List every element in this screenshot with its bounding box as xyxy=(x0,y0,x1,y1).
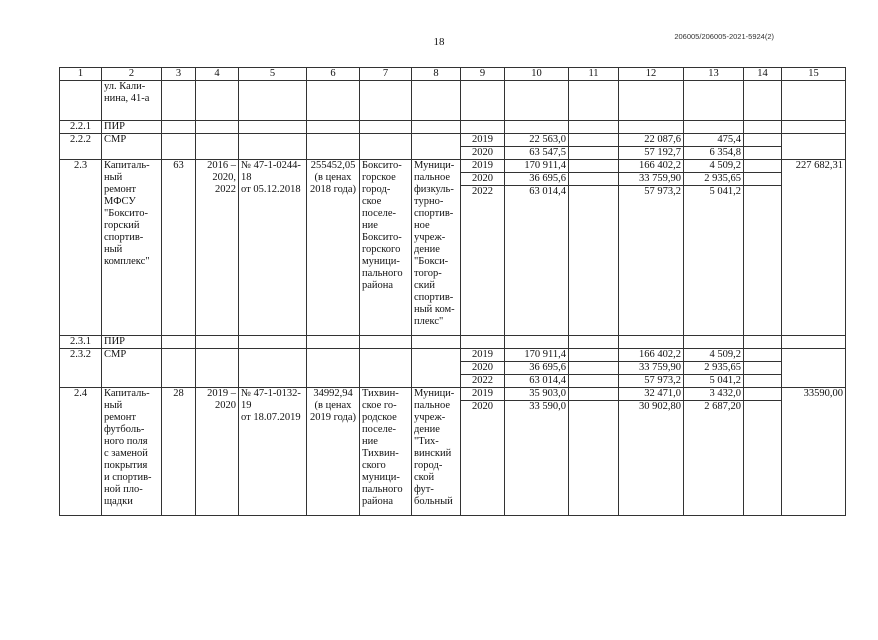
table-row xyxy=(60,336,846,349)
header-cell: 13 xyxy=(684,68,744,81)
cell-c6: 255452,05 (в ценах 2018 года) xyxy=(307,160,360,336)
cell-c13: 4 509,2 2 935,65 5 041,2 xyxy=(684,160,744,336)
header-row xyxy=(60,68,846,81)
header-cell: 4 xyxy=(196,68,239,81)
cell-num: 2.3 xyxy=(60,160,102,336)
cell-name: ПИР xyxy=(102,336,162,349)
cell-c5: № 47-1-0244- 18 от 05.12.2018 xyxy=(239,160,307,336)
cell-c4: 2019 – 2020 xyxy=(196,388,239,516)
header-cell: 7 xyxy=(360,68,412,81)
cell-c10: 170 911,4 36 695,6 63 014,4 xyxy=(505,160,569,336)
header-cell: 3 xyxy=(162,68,196,81)
cell-c15: 33590,00 xyxy=(782,388,846,516)
cell-name: Капиталь- ный ремонт МФСУ "Бокситo- горский спортив- ный комплекс" xyxy=(102,160,162,336)
cell-c12: 166 402,2 33 759,90 57 973,2 xyxy=(619,160,684,336)
page-number: 18 xyxy=(433,36,445,48)
cell-num: 2.2.2 xyxy=(60,134,102,160)
cell-c8: Муници- пальное физкуль- турно- спортив- ное учреж- дение "Бокси- тогор- ский спортив- ный ком- плекс" xyxy=(412,160,461,336)
header-cell: 8 xyxy=(412,68,461,81)
cell-num: 2.4 xyxy=(60,388,102,516)
cell xyxy=(60,81,102,121)
cell-c10: 35 903,0 33 590,0 xyxy=(505,388,569,516)
header-cell: 1 xyxy=(60,68,102,81)
cell-c6: 34992,94 (в ценах 2019 года) xyxy=(307,388,360,516)
cell-name: ПИР xyxy=(102,121,162,134)
cell-num: 2.2.1 xyxy=(60,121,102,134)
header-cell: 15 xyxy=(782,68,846,81)
cell-c4: 2016 – 2020, 2022 xyxy=(196,160,239,336)
cell-num: 2.3.1 xyxy=(60,336,102,349)
header-cell: 5 xyxy=(239,68,307,81)
cell-c12: 32 471,0 30 902,80 xyxy=(619,388,684,516)
cell-c5: № 47-1-0132- 19 от 18.07.2019 xyxy=(239,388,307,516)
cell-years: 2019 2020 xyxy=(461,388,505,516)
header-cell: 10 xyxy=(505,68,569,81)
table-row xyxy=(60,81,846,121)
cell-name: СМР xyxy=(102,134,162,160)
header-cell: 12 xyxy=(619,68,684,81)
cell-c13: 3 432,0 2 687,20 xyxy=(684,388,744,516)
cell-c10: 170 911,4 36 695,6 63 014,4 xyxy=(505,349,569,388)
cell-years: 2019 2020 xyxy=(461,134,505,160)
cell-c7: Тихвин- ское го- родское поселе- ние Тихвин- ского муници- пального района xyxy=(360,388,412,516)
header-cell: 9 xyxy=(461,68,505,81)
cell-name: ул. Кали- нина, 41-а xyxy=(102,81,162,121)
budget-table xyxy=(59,67,846,516)
cell-c15: 227 682,31 xyxy=(782,160,846,336)
header-cell: 14 xyxy=(744,68,782,81)
table-row xyxy=(60,160,846,336)
document-code: 206005/206005-2021-5924(2) xyxy=(674,32,774,41)
cell-c10: 22 563,0 63 547,5 xyxy=(505,134,569,160)
header-cell: 6 xyxy=(307,68,360,81)
cell-num: 2.3.2 xyxy=(60,349,102,388)
table-row xyxy=(60,134,846,160)
cell-years: 2019 2020 2022 xyxy=(461,349,505,388)
cell-c8: Муници- пальное учреж- дение "Тих- винский город- ской фут- больный xyxy=(412,388,461,516)
cell-c3: 63 xyxy=(162,160,196,336)
table-row xyxy=(60,121,846,134)
cell-c7: Бокситo- горское город- ское поселе- ние Бокситo- горского муници- пального района xyxy=(360,160,412,336)
cell-name: Капиталь- ный ремонт футболь- ного поля с заменой покрытия и спортив- ной пло- щадки xyxy=(102,388,162,516)
table-row xyxy=(60,349,846,388)
cell-c12: 22 087,6 57 192,7 xyxy=(619,134,684,160)
cell-c12: 166 402,2 33 759,90 57 973,2 xyxy=(619,349,684,388)
table-row xyxy=(60,388,846,516)
cell-c13: 4 509,2 2 935,65 5 041,2 xyxy=(684,349,744,388)
cell-c3: 28 xyxy=(162,388,196,516)
cell-name: СМР xyxy=(102,349,162,388)
header-cell: 11 xyxy=(569,68,619,81)
cell-c13: 475,4 6 354,8 xyxy=(684,134,744,160)
cell-years: 2019 2020 2022 xyxy=(461,160,505,336)
header-cell: 2 xyxy=(102,68,162,81)
